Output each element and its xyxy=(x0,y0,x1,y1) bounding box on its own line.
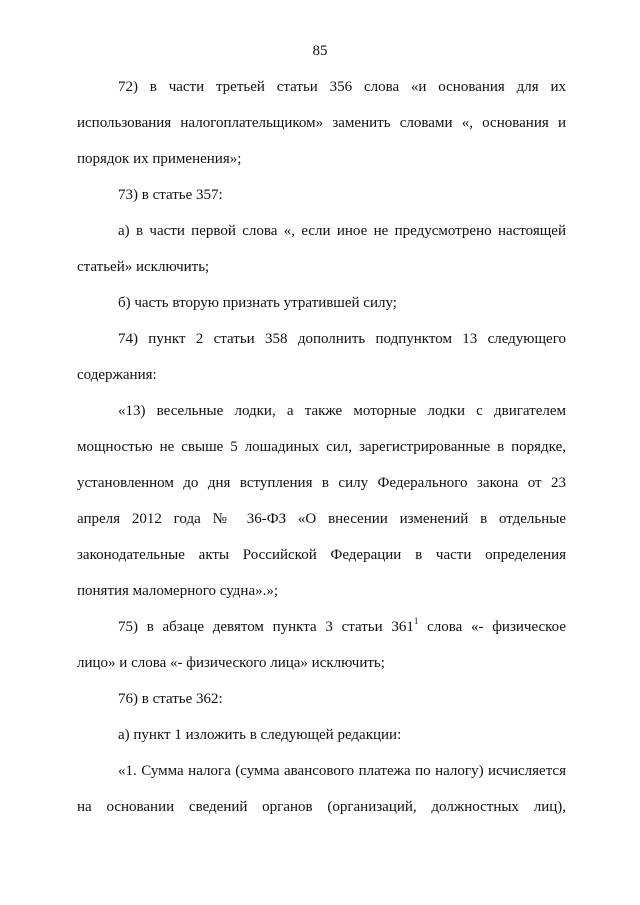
text-line: 72) в части третьей статьи 356 слова «и основания для их xyxy=(118,79,566,95)
text-line: мощностью не свыше 5 лошадиных сил, зарегистрированные в порядке, xyxy=(77,439,566,455)
text-line: на основании сведений органов (организаций, должностных лиц), xyxy=(77,799,566,815)
text-fragment: 75) в абзаце девятом пункта 3 статьи 361 xyxy=(118,619,414,635)
page-number: 85 xyxy=(312,43,328,59)
text-line: «13) весельные лодки, а также моторные лодки с двигателем xyxy=(118,403,566,419)
text-line: апреля 2012 года № 36-ФЗ «О внесении изменений в отдельные xyxy=(77,511,566,527)
superscript: 1 xyxy=(413,616,419,626)
text-line: б) часть вторую признать утратившей силу; xyxy=(118,295,397,311)
text-line: лицо» и слова «- физического лица» исключить; xyxy=(77,655,385,671)
text-line: законодательные акты Российской Федерации в части определения xyxy=(77,547,566,563)
text-line: содержания: xyxy=(77,367,157,383)
text-line: использования налогоплательщиком» заменить словами «, основания и xyxy=(77,115,566,131)
text-line: понятия маломерного судна».»; xyxy=(77,583,279,599)
text-line: а) в части первой слова «, если иное не предусмотрено настоящей xyxy=(118,223,566,239)
text-line: 73) в статье 357: xyxy=(118,187,223,203)
text-line: 74) пункт 2 статьи 358 дополнить подпунктом 13 следующего xyxy=(118,331,566,347)
text-fragment: слова «- физическое xyxy=(418,619,567,635)
text-line: статьей» исключить; xyxy=(77,259,210,275)
text-line: 76) в статье 362: xyxy=(118,691,223,707)
text-line: порядок их применения»; xyxy=(77,151,242,167)
text-line: установленном до дня вступления в силу Федерального закона от 23 xyxy=(77,475,566,491)
text-line: «1. Сумма налога (сумма авансового платежа по налогу) исчисляется xyxy=(118,763,566,779)
document-body xyxy=(77,78,566,834)
text-line: а) пункт 1 изложить в следующей редакции: xyxy=(118,727,402,743)
text-line xyxy=(77,618,566,654)
